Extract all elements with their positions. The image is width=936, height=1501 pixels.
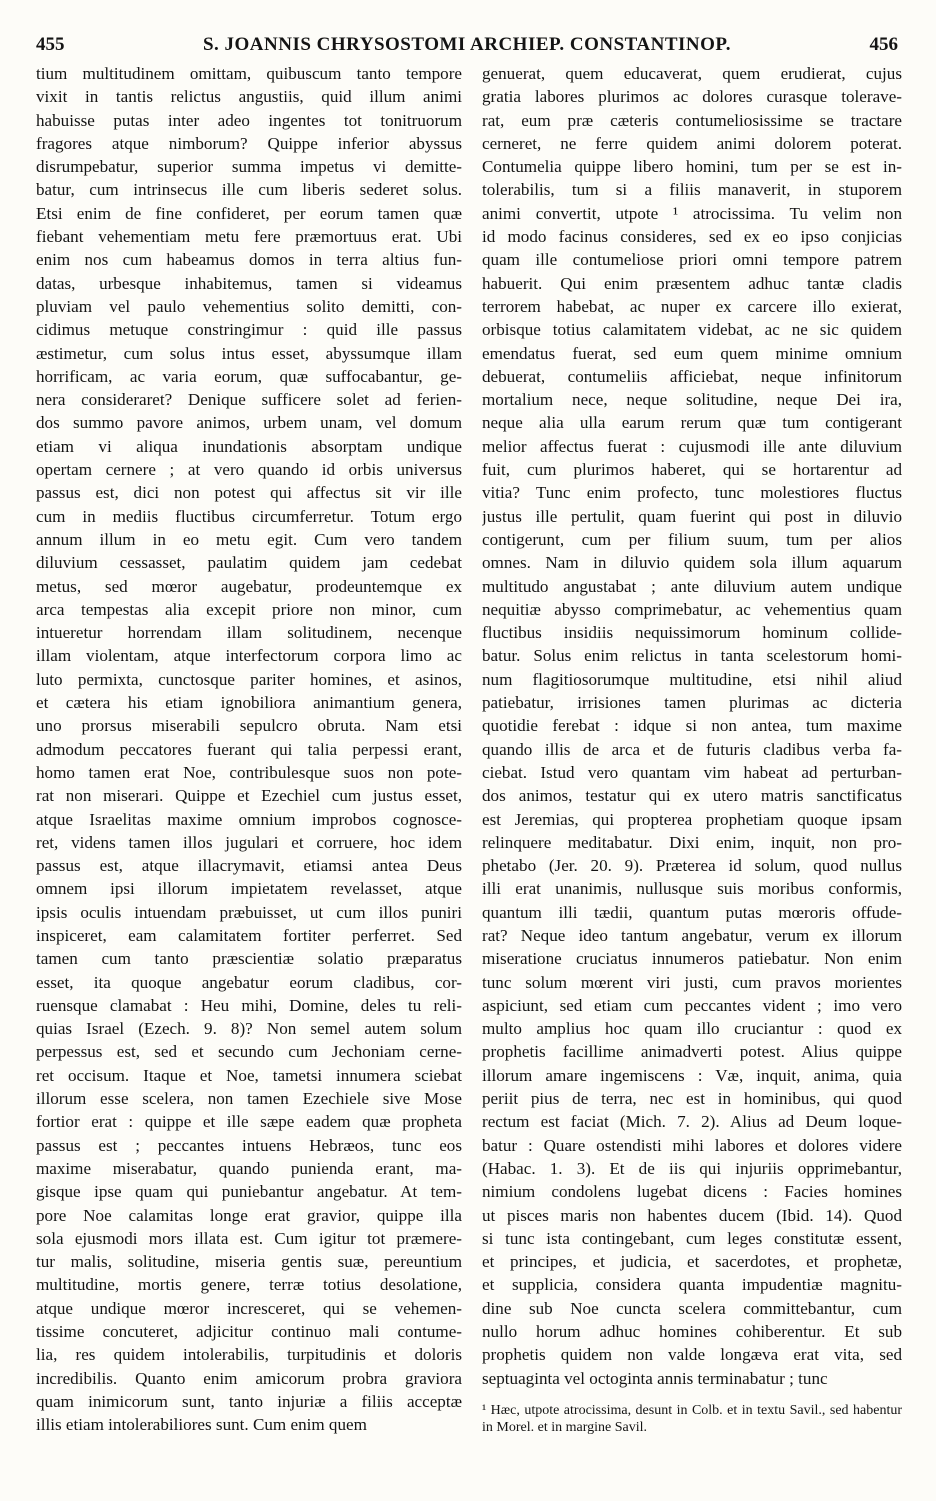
left-column-line: cidimus metuque constringimur : quid ille passus <box>36 320 462 340</box>
right-column-line: omnes. Nam in diluvio quidem sola illum aquarum <box>482 553 902 573</box>
left-column-line: et cætera his etiam ignobiliora animantium genera, <box>36 693 462 713</box>
left-column-line: arca tempestas alia excepit priore non minor, cum <box>36 599 462 619</box>
left-column-line: ret occisum. Itaque et Noe, tametsi innumera sciebat <box>36 1065 462 1085</box>
left-column-line: atque undique mœror incresceret, qui se vehemen- <box>36 1298 462 1318</box>
right-column-line: ciebat. Istud vero quantam vim habeat ad perturban- <box>482 762 902 782</box>
right-column-line: gratia labores plurimos ac dolores curasque tolerave- <box>482 87 902 107</box>
left-column-line: etiam vi aliqua inundationis absorptam undique <box>36 436 462 456</box>
left-column-line: horrificam, ac varia eorum, quæ suffocabantur, ge- <box>36 366 462 386</box>
right-column-line: contigerunt, cum per filium suum, tum per alios <box>482 529 902 549</box>
right-column-line: septuaginta vel octoginta annis terminabatur ; tunc <box>482 1368 828 1388</box>
footnote: ¹ Hæc, utpote atrocissima, desunt in Colb. et in textu Savil., sed habentur in Morel. et in margine Savil. <box>482 1402 902 1435</box>
left-column-line: illorum esse scelera, non tamen Ezechiele sive Mose <box>36 1089 462 1109</box>
right-column-line: neque alia ulla earum rerum quæ tum contigerant <box>482 413 902 433</box>
left-column-line: quam inimicorum sunt, tanto injuriæ a filiis acceptæ <box>36 1391 462 1411</box>
left-page-number: 455 <box>36 34 65 55</box>
left-column-line: datas, urbesque inhabitemus, tamen si videamus <box>36 273 462 293</box>
left-column-line: homo tamen erat Noe, contribulesque suos non pote- <box>36 762 462 782</box>
left-column-line: ruensque clamabat : Heu mihi, Domine, deles tu reli- <box>36 995 462 1015</box>
right-column-line: cerneret, ne ferre quidem animi dolorem poterat. <box>482 133 902 153</box>
right-column-line: relinquere meditabatur. Dixi enim, inquit, non pro- <box>482 832 902 852</box>
right-column-line: dos animos, testatur qui ex utero matris sanctificatus <box>482 786 902 806</box>
right-column-line: si tunc ista contingebant, cum leges constitutæ essent, <box>482 1228 902 1248</box>
right-column-line: batur. Solus enim relictus in tanta scelestorum homi- <box>482 646 902 666</box>
right-column-line: phetabo (Jer. 20. 9). Præterea id solum, quod nullus <box>482 856 902 876</box>
left-column-line: vixit in tantis relictus angustiis, quid illum animi <box>36 87 462 107</box>
right-column-line: nullo horum adhuc homines cohiberentur. Et sub <box>482 1322 902 1342</box>
footnote-separator <box>482 1390 902 1394</box>
right-column-line: quam ille contumeliose priori omni tempore patrem <box>482 250 902 270</box>
right-text-column <box>482 62 902 1492</box>
right-column-line: mortalium nece, neque solitudine, neque Dei ira, <box>482 390 902 410</box>
left-column-line: pore Noe calamitas longe erat gravior, quippe illa <box>36 1205 462 1225</box>
right-column-line: ut pisces maris non habentes ducem (Ibid. 14). Quod <box>482 1205 902 1225</box>
right-column-line: aspiciunt, sed etiam cum peccantes vident ; imo vero <box>482 995 902 1015</box>
left-column-line: passus est, atque illacrymavit, etiamsi antea Deus <box>36 856 462 876</box>
left-column-line: passus est, dici non potest qui affectus sit vir ille <box>36 483 462 503</box>
right-column-line: tolerabilis, tum si a filiis manaverit, in stuporem <box>482 180 902 200</box>
left-column-line: omnem ipsi illorum impietatem revelasset, atque <box>36 879 462 899</box>
left-column-line: cum in mediis fluctibus circumferretur. Totum ergo <box>36 506 462 526</box>
left-column-line: esset, ita quoque angebatur eorum cladibus, cor- <box>36 972 462 992</box>
left-column-line: passus est ; peccantes intuens Hebræos, tunc eos <box>36 1135 462 1155</box>
left-column-line: intueretur horrendam illam solitudinem, necenque <box>36 623 462 643</box>
left-column-line: multitudine, mortis genere, terræ totius desolatione, <box>36 1275 462 1295</box>
running-header <box>36 28 898 62</box>
left-column-line: disrumpebatur, superior summa impetus vi demitte- <box>36 157 462 177</box>
left-column-line: maxime miserabatur, quando punienda erant, ma- <box>36 1158 462 1178</box>
right-column-line: num flagitiosorumque multitudine, etsi nihil aliud <box>482 669 902 689</box>
left-column-line: opertam cernere ; at vero quando id orbis universus <box>36 460 462 480</box>
right-column-line: et principes, et judicia, et sacerdotes, et prophetæ, <box>482 1252 902 1272</box>
right-column-line: Contumelia quippe libero homini, tum per se est in- <box>482 157 902 177</box>
right-column-line: quando illis de arca et de futuris cladibus verba fa- <box>482 739 902 759</box>
right-column-line: habuerit. Qui enim præsentem adhuc tantæ cladis <box>482 273 902 293</box>
left-column-line: tamen cum tanto præscientiæ solatio præparatus <box>36 949 462 969</box>
running-title: S. JOANNIS CHRYSOSTOMI ARCHIEP. CONSTANTINOP. <box>202 34 732 55</box>
left-column-line: perpessus est, sed et secundo cum Jechoniam cerne- <box>36 1042 462 1062</box>
left-column-line: fortior erat : quippe et ille sæpe eadem quæ propheta <box>36 1112 462 1132</box>
right-column-line: est Jeremias, qui propterea prophetiam quoque ipsam <box>482 809 902 829</box>
right-column-line: nequitiæ abysso comprimebatur, ac vehementius quam <box>482 599 902 619</box>
left-column-line: ipsis oculis intuendam præbuisset, ut cum illos puniri <box>36 902 462 922</box>
right-column-line: nimium condolens lugebat dicens : Facies homines <box>482 1182 902 1202</box>
left-column-line: metus, sed mœror augebatur, prodeuntemque ex <box>36 576 462 596</box>
left-column-line: luto permixta, cunctosque pariter homines, et asinos, <box>36 669 462 689</box>
right-column-line: rectum est faciat (Mich. 7. 2). Alius ad Deum loque- <box>482 1112 902 1132</box>
left-column-line: inspiceret, eam calamitatem fortiter perferret. Sed <box>36 925 462 945</box>
right-column-line: quantum illi tædii, quantum putas mœroris offude- <box>482 902 902 922</box>
right-column-line: orbisque totius calamitatem videbat, ac ne sic quidem <box>482 320 902 340</box>
left-column-line: annum illum in eo metu egit. Cum vero tandem <box>36 529 462 549</box>
left-column-line: dos summo pavore animos, urbem unam, vel domum <box>36 413 462 433</box>
left-column-line: quias Israel (Ezech. 9. 8)? Non semel autem solum <box>36 1019 462 1039</box>
left-column-line: nera consideraret? Denique sufficere solet ad ferien- <box>36 390 462 410</box>
left-column-line: tissime concuteret, adjicitur continuo mali contume- <box>36 1322 462 1342</box>
right-column-line: emendatus fuerat, sed eum quem minime omnium <box>482 343 902 363</box>
right-column-line: animi convertit, utpote ¹ atrocissima. Tu velim non <box>482 203 902 223</box>
left-column-line: gisque ipse quam qui puniebantur angebatur. At tem- <box>36 1182 462 1202</box>
right-column-line: terrorem habebat, ac nuper ex carcere illo exierat, <box>482 296 902 316</box>
left-column-line: illis etiam intolerabiliores sunt. Cum enim quem <box>36 1415 367 1435</box>
right-column-line: tunc solum mœrent viri justi, cum pravos morientes <box>482 972 902 992</box>
right-column-line: batur : Quare ostendisti mihi labores et dolores videre <box>482 1135 902 1155</box>
right-column-line: quotidie ferebat : idque si non antea, tum maxime <box>482 716 902 736</box>
right-page-number: 456 <box>869 34 898 55</box>
left-column-line: incredibilis. Quanto enim amicorum probra graviora <box>36 1368 462 1388</box>
right-column-line: vitia? Tunc enim profecto, tunc molestiores fluctus <box>482 483 902 503</box>
left-column-line: sola ejusmodi mors illata est. Cum igitur tot præmere- <box>36 1228 462 1248</box>
right-column-line: fuit, cum plurimos haberet, qui se hortarentur ad <box>482 460 902 480</box>
left-column-line: illam violentam, atque interfectorum corpora limo ac <box>36 646 462 666</box>
right-column-line: miseratione cruciatus innumeros patiebatur. Non enim <box>482 949 902 969</box>
left-column-line: rat non miserari. Quippe et Ezechiel cum justus esset, <box>36 786 462 806</box>
right-column-line: justus ille pertulit, quam fuerint qui post in diluvio <box>482 506 902 526</box>
left-column-line: enim nos cum habeamus domos in terra altius fun- <box>36 250 462 270</box>
right-column-line: patiebatur, irrisiones tamen plurimas ac dicteria <box>482 693 902 713</box>
right-column-line: rat, eum præ cæteris contumeliosissime se tractare <box>482 110 902 130</box>
right-column-line: rat? Neque ideo tantum angebatur, verum ex illorum <box>482 925 902 945</box>
right-column-line: genuerat, quem educaverat, quem erudierat, cujus <box>482 64 902 83</box>
right-column-line: periit pius de terra, nec est in hominibus, qui quod <box>482 1089 902 1109</box>
right-column-line: et supplicia, considera quanta impudentiæ magnitu- <box>482 1275 902 1295</box>
right-column-line: melior affectus fuerat : cujusmodi ille ante diluvium <box>482 436 902 456</box>
right-column-line: prophetis quidem non valde longæva erat vita, sed <box>482 1345 902 1365</box>
right-column-line: multitudo angustabat ; ante diluvium autem undique <box>482 576 902 596</box>
left-column-line: batur, cum intrinsecus ille cum liberis sederet solus. <box>36 180 462 200</box>
left-column-line: fiebant vehementiam metu fere præmortuus erat. Ubi <box>36 227 462 247</box>
left-column-line: atque Israelitas maxime omnium improbos cognosce- <box>36 809 462 829</box>
left-column-line: pluviam vel paulo vehementius solito demitti, con- <box>36 296 462 316</box>
left-column-line: Etsi enim de fine confideret, per eorum tamen quæ <box>36 203 462 223</box>
left-column-line: tium multitudinem omittam, quibuscum tanto tempore <box>36 64 462 83</box>
right-column-line: debuerat, contumeliis afficiebat, neque infinitorum <box>482 366 902 386</box>
left-column-line: diluvium cessasset, paulatim quidem jam cedebat <box>36 553 462 573</box>
left-column-line: ret, videns tamen illos jugulari et corruere, hoc idem <box>36 832 462 852</box>
right-column-line: multo amplius hoc quam illo cruciantur : quod ex <box>482 1019 902 1039</box>
left-column-line: æstimetur, cum solus intus esset, abyssumque illam <box>36 343 462 363</box>
left-column-line: uno prorsus miserabili sepulcro obruta. Nam etsi <box>36 716 462 736</box>
right-column-line: prophetis facillime animadverti potest. Alius quippe <box>482 1042 902 1062</box>
right-column-line: dine sub Noe cuncta scelera committebantur, cum <box>482 1298 902 1318</box>
left-column-line: fragores atque nimborum? Quippe inferior abyssus <box>36 133 462 153</box>
right-column-line: id modo facinus consideres, sed ex eo ipso conjicias <box>482 227 902 247</box>
left-column-line: admodum peccatores fuerant qui talia perpessi erant, <box>36 739 462 759</box>
right-column-line: fluctibus insidiis nequissimorum hominum collide- <box>482 623 902 643</box>
left-column-line: lia, res quidem intolerabilis, turpitudinis et doloris <box>36 1345 462 1365</box>
left-text-column <box>36 62 462 1492</box>
right-column-line: illi erat unanimis, nullusque suis moribus conformis, <box>482 879 902 899</box>
left-column-line: habuisse putas inter adeo ingentes tot tonitruorum <box>36 110 462 130</box>
left-column-line: tur malis, solitudine, miseria gentis suæ, pereuntium <box>36 1252 462 1272</box>
right-column-line: (Habac. 1. 3). Et de iis qui injuriis opprimebantur, <box>482 1158 902 1178</box>
right-column-line: illorum amare ingemiscens : Væ, inquit, anima, quia <box>482 1065 902 1085</box>
